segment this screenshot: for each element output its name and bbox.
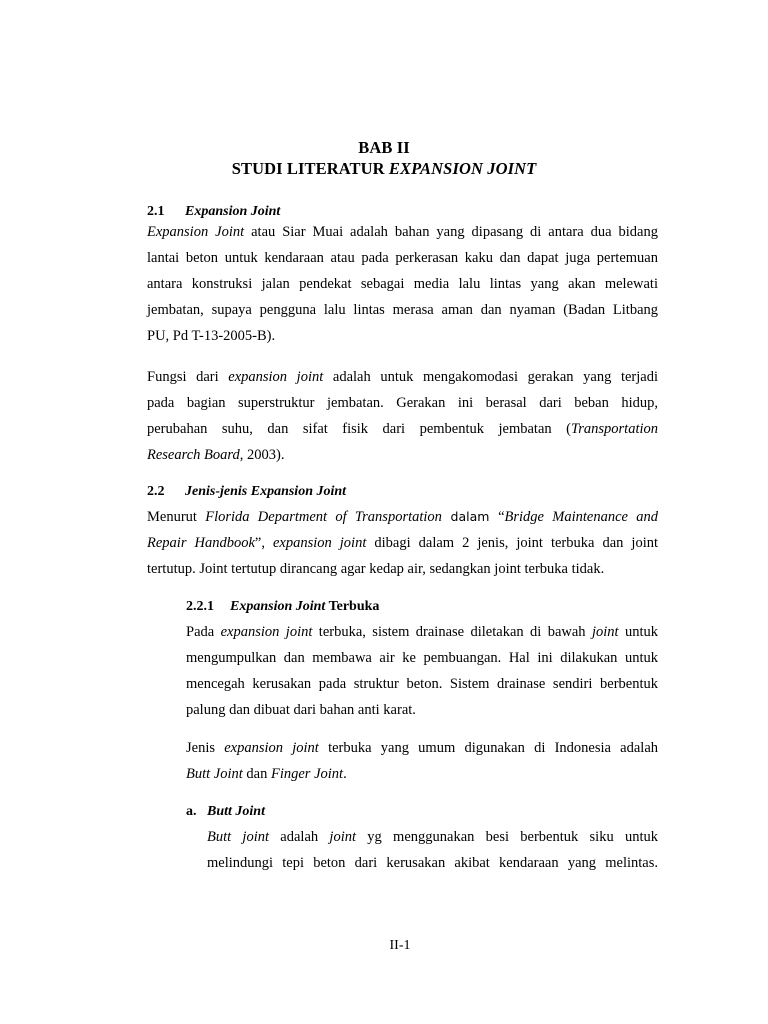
text: adalah untuk mengakomodasi gerakan yang terjadi [323,369,658,385]
italic-term: Florida Department of Transportation [205,509,442,525]
chapter-subtitle [0,159,768,179]
italic-term: Transportation [570,421,658,437]
italic-term: expansion joint [224,740,319,756]
text-line [186,761,658,787]
italic-term: Finger Joint [270,766,344,782]
text: atau Siar Muai adalah bahan yang dipasang di antara dua bidang [244,224,658,240]
text-line: jembatan, supaya pengguna lalu lintas merasa aman dan nyaman (Badan Litbang [147,302,658,318]
text-line: tertutup. Joint tertutup dirancang agar kedap air, sedangkan joint terbuka tidak. [147,561,605,577]
page-number: II-1 [389,938,411,953]
text: dan [242,766,271,782]
section-heading-2-1 [147,204,280,220]
text: . [343,766,347,782]
text: , 2003). [239,447,285,463]
section-title: Expansion Joint [185,204,281,219]
text-line: lantai beton untuk kendaraan atau pada perkerasan kaku dan dapat juga pertemuan [147,250,658,266]
chapter-title: BAB II [358,138,410,157]
section-title: Terbuka [325,599,380,614]
item-label: a. [186,804,197,819]
text-line: pada bagian superstruktur jembatan. Gerakan ini berasal dari beban hidup, [147,395,658,411]
italic-term: joint [591,624,619,640]
text: terbuka yang umum digunakan di Indonesia adalah [318,740,659,756]
text: adalah [269,829,330,845]
italic-term: Butt joint [207,829,270,845]
italic-term: Bridge Maintenance and [504,509,658,525]
italic-term: Repair Handbook [147,535,255,551]
italic-term: Research Board [147,447,240,463]
text-line [147,442,658,468]
text: yg menggunakan besi berbentuk siku untuk [356,829,659,845]
text-line [147,416,658,442]
text: Fungsi dari [147,369,229,385]
text-line: mengumpulkan dan membawa air ke pembuangan. Hal ini dilakukan untuk [186,650,658,666]
section-number: 2.1 [147,204,165,219]
text: Jenis [186,740,225,756]
text-line [147,504,658,530]
text-line: antara konstruksi jalan pendekat sebagai media lalu lintas yang akan melewati [147,276,658,292]
paragraph-butt-joint [207,824,658,876]
text: perubahan suhu, dan sifat fisik dari pembentuk jembatan ( [147,421,571,437]
subtitle-plain: STUDI LITERATUR [231,159,389,178]
item-heading-butt-joint [186,804,265,820]
section-title-italic: Expansion Joint [230,599,326,614]
text-line [147,219,658,245]
text: Menurut [147,509,206,525]
italic-term: expansion joint [220,624,313,640]
paragraph-2-1-definition [147,219,658,349]
paragraph-2-2-1-types [186,735,658,787]
text-line: melindungi tepi beton dari kerusakan akibat kendaraan yang melintas. [207,855,658,871]
section-number: 2.2.1 [186,599,214,614]
section-number: 2.2 [147,484,165,499]
text: terbuka, sistem drainase diletakan di bawah [312,624,592,640]
italic-term: expansion joint [228,369,324,385]
text-line [147,530,658,556]
subsection-heading-2-2-1 [186,599,379,615]
paragraph-2-1-function [147,364,658,468]
text: dalam [441,509,499,524]
open-quote: “ [498,509,505,525]
text-line [186,619,658,645]
text: Pada [186,624,221,640]
text: untuk [618,624,658,640]
section-title: Jenis-jenis Expansion Joint [185,484,347,499]
paragraph-2-2-1-drainage [186,619,658,723]
text: dibagi dalam 2 jenis, joint terbuka dan joint [366,535,658,551]
paragraph-2-2 [147,504,658,582]
text-line: PU, Pd T-13-2005-B). [147,328,276,344]
italic-term: Butt Joint [186,766,243,782]
text-line: palung dan dibuat dari bahan anti karat. [186,702,416,718]
italic-term: Expansion Joint [147,224,245,240]
text-line [147,364,658,390]
section-heading-2-2 [147,484,346,500]
text-line [186,735,658,761]
text-line [207,824,658,850]
text: ”, [254,535,273,551]
italic-term: joint [329,829,357,845]
item-title: Butt Joint [207,804,265,819]
text-line: mencegah kerusakan pada struktur beton. Sistem drainase sendiri berbentuk [186,676,658,692]
italic-term: expansion joint [272,535,367,551]
subtitle-italic: EXPANSION JOINT [388,159,537,178]
